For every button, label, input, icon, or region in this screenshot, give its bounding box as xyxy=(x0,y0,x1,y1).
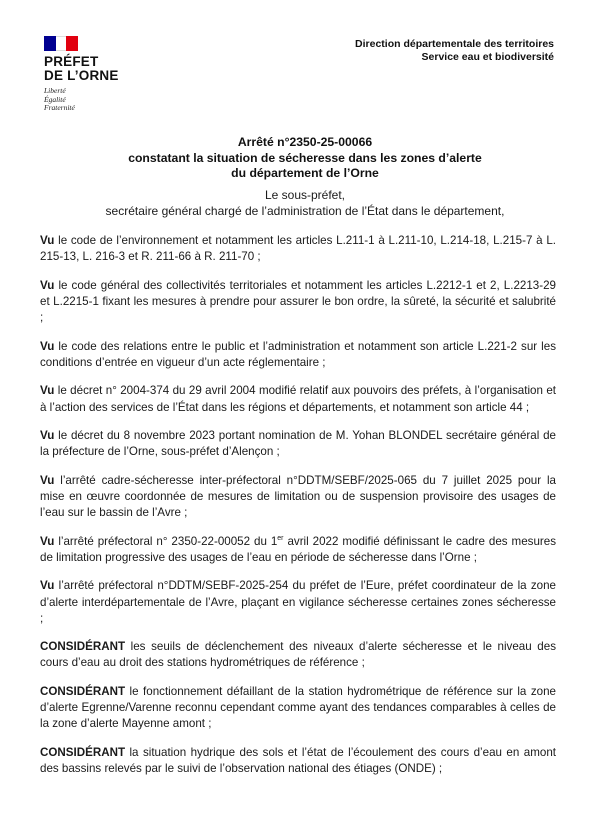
prefet-line-1: PRÉFET xyxy=(44,54,99,69)
marianne-flag-icon xyxy=(44,36,78,51)
motto-liberte: Liberté xyxy=(44,86,66,95)
paragraph-vu-arrete-cadre: Vu l’arrêté cadre-sécheresse inter-préfectoral n°DDTM/SEBF/2025-065 du 7 juillet 2025 pour la mise en œuvre coordonnée de mesures de limitation ou de suspension provisoire des usages de l’eau sur le bassin de l’Avre ; xyxy=(40,473,556,520)
signer-block xyxy=(40,188,570,219)
direction-line-1: Direction départementale des territoires xyxy=(355,38,554,50)
paragraph-considerant-situation: CONSIDÉRANT la situation hydrique des sols et l’état de l’écoulement des cours d’eau en amont des bassins relevés par le suivi de l’observation national des étiages (ONDE) ; xyxy=(40,745,556,776)
title-line-1: Arrêté n°2350-25-00066 xyxy=(237,135,373,149)
title-line-3: du département de l’Orne xyxy=(231,166,379,180)
paragraph-vu-crpa: Vu le code des relations entre le public et l’administration et notamment son article L.221-2 sur les conditions d’entrée en vigueur d’un acte réglementaire ; xyxy=(40,339,556,369)
paragraph-vu-code-environnement: Vu le code de l’environnement et notamment les articles L.211-1 à L.211-10, L.214-18, L.215-7 à L. 215-13, L. 216-3 et R. 211-66 à R. 211-70 ; xyxy=(40,234,556,264)
paragraph-vu-arrete-eure: Vu l’arrêté préfectoral n°DDTM/SEBF-2025-254 du préfet de l’Eure, préfet coordinateur de la zone d’alerte interdépartementale de l’Avre, plaçant en vigilance sécheresse certaines zones sécheresse ; xyxy=(40,579,556,625)
paragraph-vu-decret-nomination: Vu le décret du 8 novembre 2023 portant nomination de M. Yohan BLONDEL secrétaire général de la préfecture de l’Orne, sous-préfet d’Alençon ; xyxy=(40,429,556,459)
paragraph-vu-decret-2004: Vu le décret n° 2004-374 du 29 avril 2004 modifié relatif aux pouvoirs des préfets, à l’organisation et à l’action des services de l’État dans les régions et départements, et notamment son article 44 ; xyxy=(40,384,556,414)
prefet-name xyxy=(44,55,154,83)
decree-body xyxy=(40,233,556,790)
motto-egalite: Égalité xyxy=(44,94,66,104)
motto-fraternite: Fraternité xyxy=(44,103,75,112)
title-line-2: constatant la situation de sécheresse dans les zones d’alerte xyxy=(128,150,482,165)
signer-line-2: secrétaire général chargé de l’administration de l’État dans le département, xyxy=(105,203,505,218)
issuing-department xyxy=(355,38,554,64)
republic-motto xyxy=(44,87,154,113)
prefet-line-2: DE L’ORNE xyxy=(44,68,119,83)
paragraph-considerant-seuils: CONSIDÉRANT les seuils de déclenchement des niveaux d’alerte sécheresse et le niveau des cours d’eau au droit des stations hydrométriques de référence ; xyxy=(40,640,556,670)
paragraph-considerant-station: CONSIDÉRANT le fonctionnement défaillant de la station hydrométrique de référence sur la zone d’alerte Egrenne/Varenne reconnu cependant comme ayant des tendances comparables à celles de la zone d’alerte Mayenne amont ; xyxy=(40,684,556,731)
paragraph-vu-cgct: Vu le code général des collectivités territoriales et notamment les articles L.2212-1 et 2, L.2213-29 et L.2215-1 fixant les mesures à prendre pour assurer le bon ordre, la sûreté, la sécurité et salubrité ; xyxy=(40,278,556,325)
signer-line-1: Le sous-préfet, xyxy=(264,188,346,202)
direction-line-2: Service eau et biodiversité xyxy=(421,51,554,63)
prefecture-logo xyxy=(44,36,154,113)
paragraph-vu-arrete-2022: Vu l’arrêté préfectoral n° 2350-22-00052 du 1er avril 2022 modifié définissant le cadre des mesures de limitation progressive des usages de l’eau en période de sécheresse dans l’Orne ; xyxy=(40,534,556,564)
decree-title xyxy=(40,135,570,182)
